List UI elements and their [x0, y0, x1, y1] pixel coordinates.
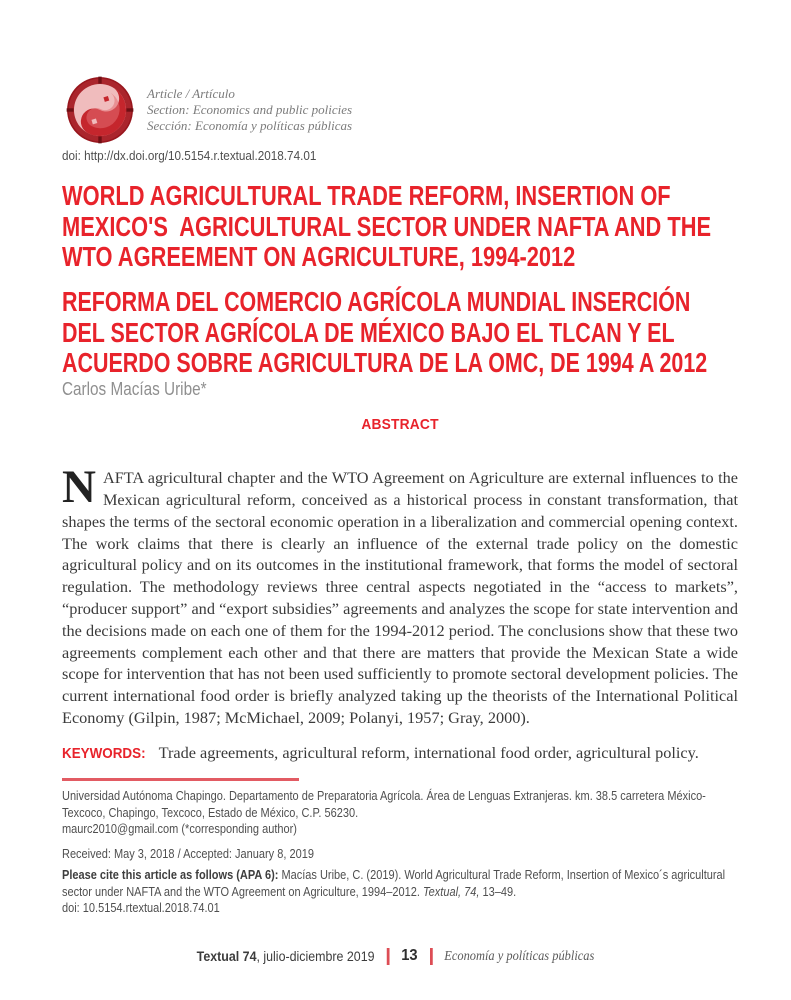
citation-journal: Textual, 74,	[422, 884, 480, 899]
citation-note	[62, 867, 736, 917]
citation-label: Please cite this article as follows (APA 6):	[62, 868, 279, 882]
page-number: 13	[401, 947, 418, 964]
doi-link: doi: http://dx.doi.org/10.5154.r.textual.2018.74.01	[62, 148, 317, 163]
footer-journal-name: Textual 74	[196, 948, 257, 964]
journal-logo-icon	[66, 76, 134, 144]
title-line: WORLD AGRICULTURAL TRADE REFORM, INSERTION OF	[62, 180, 671, 211]
title-line: ACUERDO SOBRE AGRICULTURA DE LA OMC, DE 1994 A 2012	[62, 347, 708, 378]
publication-info	[147, 86, 352, 134]
footer-issue-dates: , julio-diciembre 2019	[256, 948, 375, 964]
keywords-text: Trade agreements, agricultural reform, international food order, agricultural policy.	[154, 743, 699, 762]
keywords-label: KEYWORDS:	[62, 746, 146, 762]
keywords-line	[62, 743, 738, 763]
footer-divider-bar	[430, 948, 433, 965]
article-type-label: Article / Artículo	[147, 86, 235, 101]
citation-pages: 13–49.	[479, 884, 517, 899]
section-label-es: Sección: Economía y políticas públicas	[147, 118, 353, 133]
citation-doi: doi: 10.5154.rtextual.2018.74.01	[62, 901, 220, 915]
article-title-en	[62, 181, 711, 273]
title-line: REFORMA DEL COMERCIO AGRÍCOLA MUNDIAL INSERCIÓN	[62, 286, 691, 317]
author-name: Carlos Macías Uribe*	[62, 379, 207, 399]
abstract-text: NAFTA agricultural chapter and the WTO Agreement on Agriculture are external influences to the Mexican agricultural reform, conceived as a historical process in constant transformation, that shapes the terms of the sectoral economic operation in a liberalization and commercial opening context. The work claims that there is clearly an influence of the external trade policy on the domestic agricultural policy and on its outcomes in the institutional framework, that forms the model of sectoral regulation. The methodology reviews three central aspects negotiated in the “access to markets”, “producer support” and “export subsidies” agreements and analyzes the scope for state intervention and the decisions made on each one of them for the 1994-2012 period. The conclusions show that these two agreements complement each other and that there are matters that provide the Mexican State a wide scope for intervention that has not been used sufficiently to promote sectoral development policies. The current international food order is briefly analyzed taking up the theorists of the International Political Economy (Gilpin, 1987; McMichael, 2009; Polanyi, 1957; Gray, 2000).	[62, 461, 738, 728]
title-line: DEL SECTOR AGRÍCOLA DE MÉXICO BAJO EL TLCAN Y EL	[62, 316, 675, 348]
page-footer	[32, 947, 760, 965]
footer-section-name: Economía y políticas públicas	[444, 948, 595, 963]
corresponding-author-email: maurc2010@gmail.com (*corresponding author)	[62, 822, 297, 836]
footer-journal-issue	[197, 949, 375, 964]
article-title-es	[62, 287, 707, 379]
citation-text: Macías Uribe, C. (2019). World Agricultural Trade Reform, Insertion of Mexico´s agricultural sector under NAFTA and the WTO Agreement on Agriculture, 1994–2012.	[62, 868, 726, 899]
footer-divider-bar	[387, 948, 390, 965]
footnote-divider-rule	[62, 778, 299, 781]
received-accepted-dates: Received: May 3, 2018 / Accepted: January 8, 2019	[62, 846, 314, 861]
abstract-heading: ABSTRACT	[361, 416, 439, 433]
footnote-block	[62, 788, 736, 917]
title-line: MEXICO'S AGRICULTURAL SECTOR UNDER NAFTA AND THE	[62, 210, 712, 242]
affiliation-text: Universidad Autónoma Chapingo. Departamento de Preparatoria Agrícola. Área de Lenguas Extranjeras. km. 38.5 carretera México-Texcoco, Chapingo, Texcoco, Estado de México, C.P. 56230.	[62, 789, 706, 820]
title-line: WTO AGREEMENT ON AGRICULTURE, 1994-2012	[62, 241, 576, 272]
section-label-en: Section: Economics and public policies	[147, 102, 353, 117]
